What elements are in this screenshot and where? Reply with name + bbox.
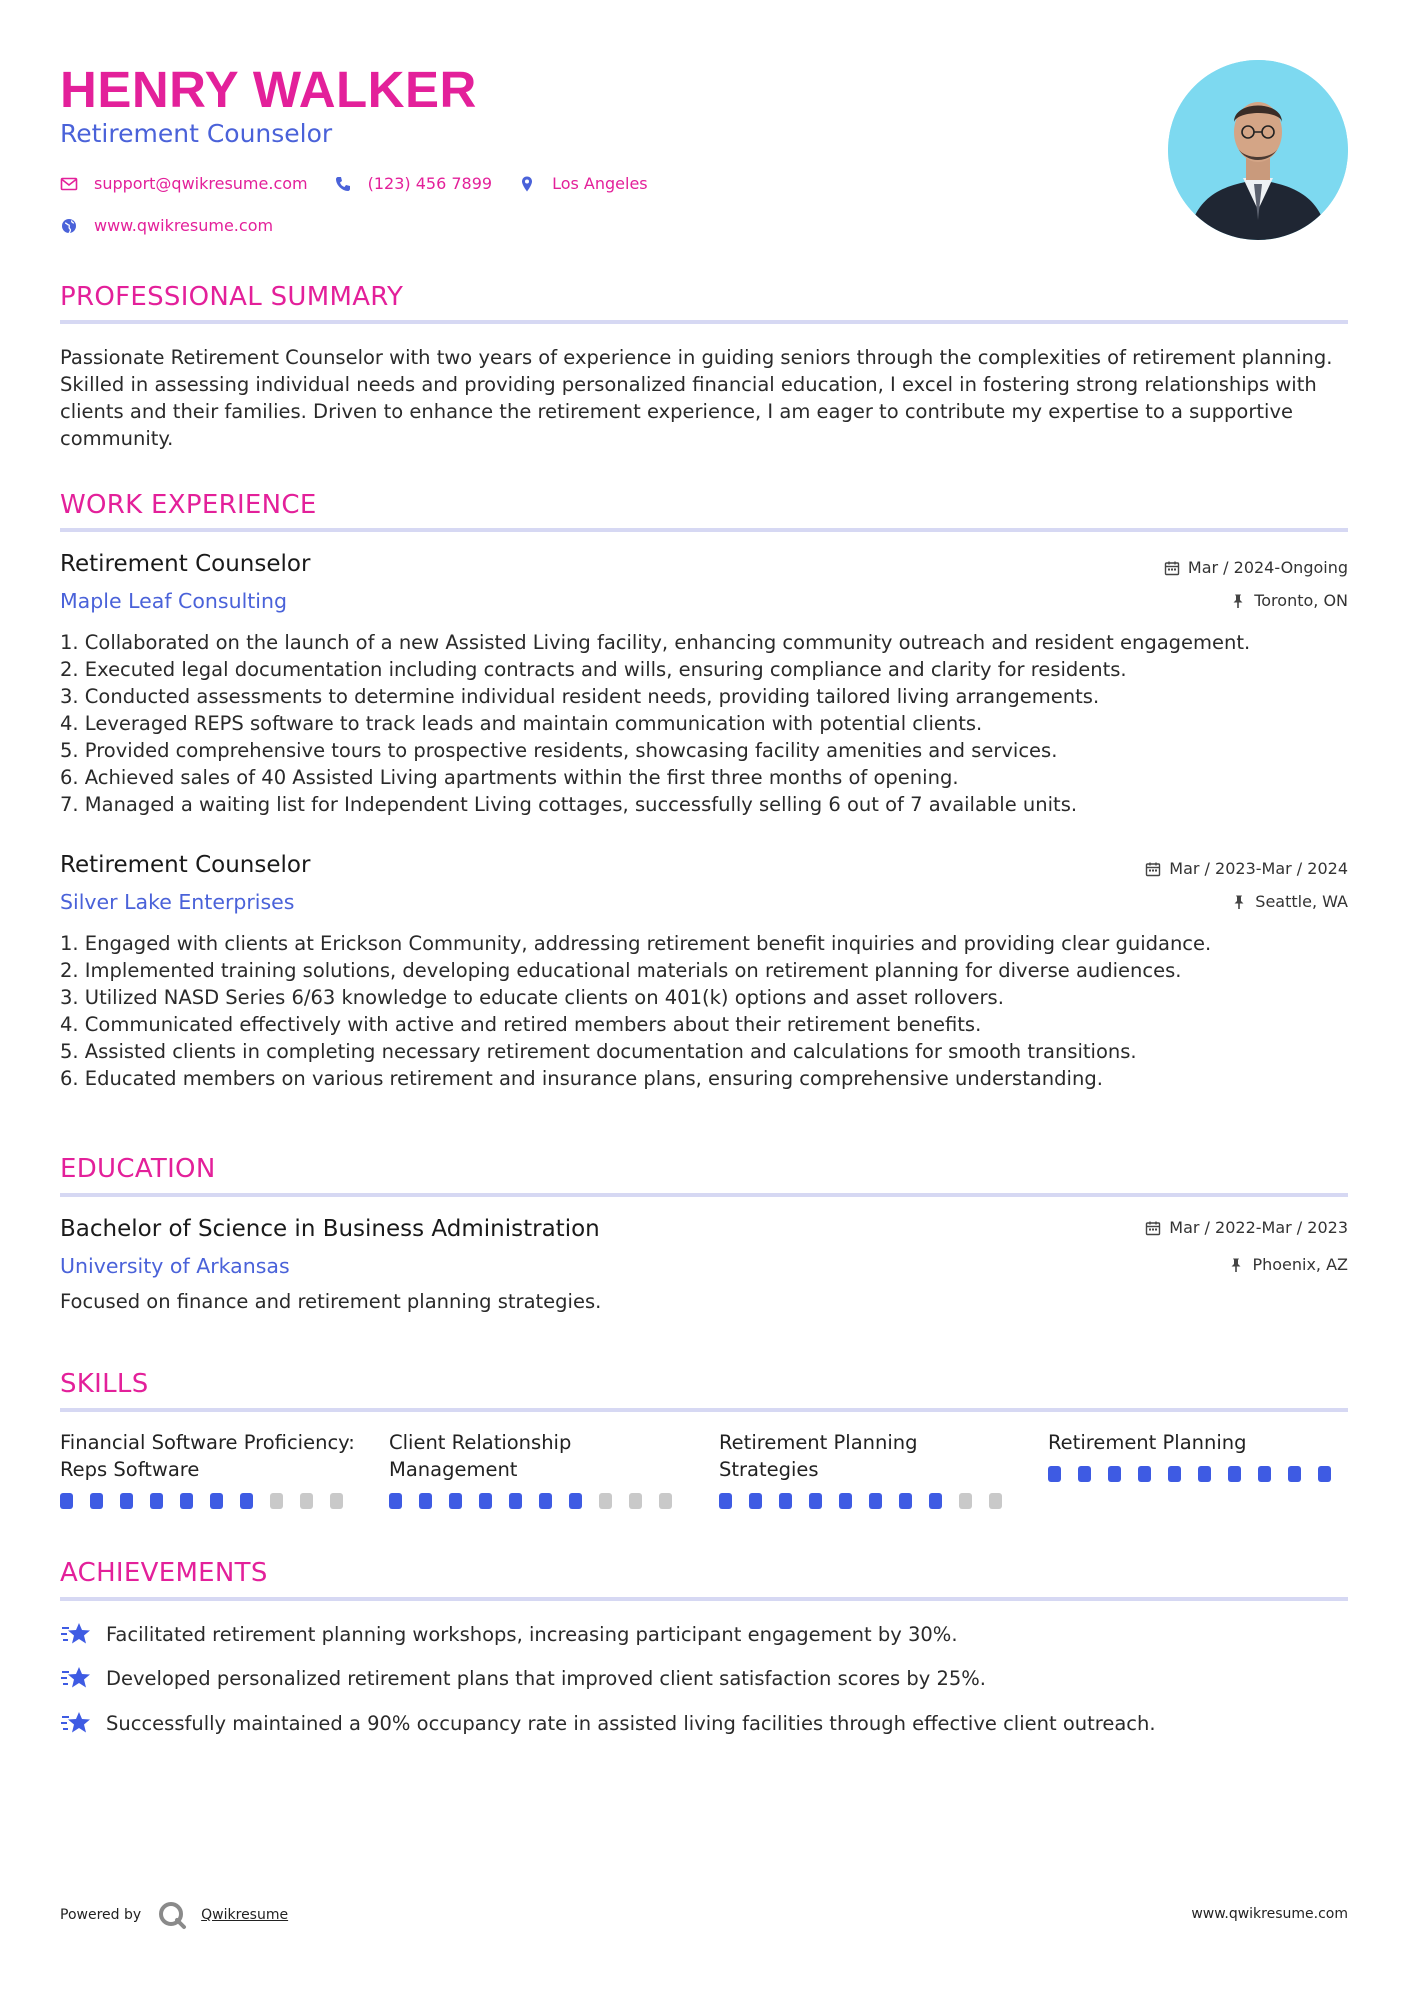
rating-dot-filled — [509, 1493, 522, 1509]
location-text: Los Angeles — [552, 174, 648, 193]
qwikresume-link[interactable]: Qwikresume — [201, 1907, 289, 1923]
rating-dot-filled — [90, 1493, 103, 1509]
skill-rating — [60, 1493, 360, 1509]
rating-dot-filled — [120, 1493, 133, 1509]
skill-name: Retirement Planning Strategies — [719, 1431, 918, 1481]
job-duties — [60, 629, 1360, 818]
qwikresume-logo-icon — [157, 1900, 187, 1930]
education-dates — [1145, 1218, 1348, 1238]
rating-dot-filled — [569, 1493, 582, 1509]
skill-rating — [1048, 1466, 1348, 1482]
achievement-text: Facilitated retirement planning workshops, increasing participant engagement by 30%. — [106, 1622, 958, 1646]
job-location — [1231, 892, 1348, 912]
job-location-text: Seattle, WA — [1255, 892, 1348, 911]
rating-dot-filled — [1048, 1466, 1061, 1482]
envelope-icon — [60, 175, 78, 193]
list-item: 5. Provided comprehensive tours to prospective residents, showcasing facility amenities and services. — [60, 739, 1058, 762]
education-heading: EDUCATION — [60, 1154, 216, 1184]
list-item: 7. Managed a waiting list for Independent Living cottages, successfully selling 6 out of 7 available units. — [60, 793, 1078, 816]
calendar-icon — [1164, 560, 1180, 576]
skill-item — [60, 1429, 360, 1509]
rating-dot-filled — [869, 1493, 882, 1509]
list-item: 2. Executed legal documentation including contracts and wills, ensuring compliance and clarity for residents. — [60, 658, 1127, 681]
achievement-item — [60, 1709, 1156, 1737]
rating-dot-empty — [629, 1493, 642, 1509]
list-item: 1. Engaged with clients at Erickson Community, addressing retirement benefit inquiries and providing clear guidance. — [60, 932, 1212, 955]
rating-dot-filled — [1108, 1466, 1121, 1482]
rating-dot-filled — [60, 1493, 73, 1509]
education-description: Focused on finance and retirement planning strategies. — [60, 1290, 602, 1313]
calendar-icon — [1145, 861, 1161, 877]
rating-dot-filled — [449, 1493, 462, 1509]
rating-dot-filled — [419, 1493, 432, 1509]
star-icon — [60, 1709, 92, 1737]
degree-title: Bachelor of Science in Business Administration — [60, 1216, 600, 1242]
rating-dot-empty — [989, 1493, 1002, 1509]
pushpin-icon — [1231, 894, 1247, 910]
skill-name: Client Relationship Management — [389, 1431, 572, 1481]
rating-dot-filled — [1318, 1466, 1331, 1482]
list-item: 6. Achieved sales of 40 Assisted Living apartments within the first three months of opening. — [60, 766, 959, 789]
contact-website[interactable] — [60, 216, 273, 235]
rating-dot-filled — [150, 1493, 163, 1509]
job-duties — [60, 930, 1360, 1092]
star-icon — [60, 1620, 92, 1648]
experience-heading: WORK EXPERIENCE — [60, 490, 317, 520]
experience-divider — [60, 528, 1348, 532]
rating-dot-filled — [1078, 1466, 1091, 1482]
rating-dot-filled — [1288, 1466, 1301, 1482]
footer-website[interactable]: www.qwikresume.com — [1191, 1906, 1348, 1922]
education-dates-text: Mar / 2022-Mar / 2023 — [1169, 1218, 1348, 1237]
summary-divider — [60, 320, 1348, 324]
map-pin-icon — [518, 175, 536, 193]
summary-text: Passionate Retirement Counselor with two years of experience in guiding seniors through the complexities of retirement planning. Skilled in assessing individual needs and providing personalized financial education, I excel in fostering strong relationships with clients and their families. Driven to enhance the retirement experience, I am eager to contribute my expertise to a supportive community. — [60, 346, 1333, 450]
contact-location — [518, 174, 648, 193]
skill-item — [719, 1429, 1019, 1509]
list-item: 6. Educated members on various retirement and insurance plans, ensuring comprehensive understanding. — [60, 1067, 1103, 1090]
rating-dot-filled — [1138, 1466, 1151, 1482]
job-company: Silver Lake Enterprises — [60, 890, 295, 914]
rating-dot-filled — [1168, 1466, 1181, 1482]
list-item: 4. Communicated effectively with active and retired members about their retirement benefits. — [60, 1013, 982, 1036]
rating-dot-filled — [1228, 1466, 1241, 1482]
footer-powered-by — [60, 1900, 288, 1930]
education-location — [1228, 1255, 1348, 1275]
job-title: Retirement Counselor — [60, 551, 311, 577]
rating-dot-filled — [479, 1493, 492, 1509]
rating-dot-empty — [270, 1493, 283, 1509]
rating-dot-filled — [749, 1493, 762, 1509]
globe-icon — [60, 217, 78, 235]
list-item: 3. Conducted assessments to determine individual resident needs, providing tailored living arrangements. — [60, 685, 1100, 708]
rating-dot-filled — [1198, 1466, 1211, 1482]
skill-name: Financial Software Proficiency: Reps Software — [60, 1431, 355, 1481]
job-location-text: Toronto, ON — [1254, 591, 1348, 610]
phone-icon — [334, 175, 352, 193]
education-location-text: Phoenix, AZ — [1252, 1255, 1348, 1274]
rating-dot-filled — [1258, 1466, 1271, 1482]
list-item: 5. Assisted clients in completing necessary retirement documentation and calculations for smooth transitions. — [60, 1040, 1137, 1063]
job-title: Retirement Counselor — [60, 852, 311, 878]
rating-dot-filled — [389, 1493, 402, 1509]
avatar-illustration — [1168, 60, 1348, 240]
pushpin-icon — [1228, 1257, 1244, 1273]
candidate-name: HENRY WALKER — [60, 61, 477, 118]
job-location — [1230, 591, 1348, 611]
contact-row — [60, 174, 674, 193]
job-dates — [1164, 558, 1348, 578]
rating-dot-filled — [779, 1493, 792, 1509]
job-dates — [1145, 859, 1348, 879]
rating-dot-filled — [839, 1493, 852, 1509]
rating-dot-filled — [240, 1493, 253, 1509]
job-company: Maple Leaf Consulting — [60, 589, 288, 613]
candidate-role: Retirement Counselor — [60, 119, 333, 148]
skill-item — [1048, 1429, 1348, 1482]
rating-dot-filled — [180, 1493, 193, 1509]
achievement-text: Developed personalized retirement plans that improved client satisfaction scores by 25%. — [106, 1666, 986, 1690]
rating-dot-filled — [929, 1493, 942, 1509]
rating-dot-empty — [300, 1493, 313, 1509]
list-item: 4. Leveraged REPS software to track leads and maintain communication with potential clients. — [60, 712, 983, 735]
achievement-item — [60, 1664, 986, 1692]
list-item: 2. Implemented training solutions, developing educational materials on retirement planning for diverse audiences. — [60, 959, 1182, 982]
achievements-divider — [60, 1597, 1348, 1601]
website-row — [60, 216, 299, 235]
powered-by-label: Powered by — [60, 1907, 142, 1923]
job-dates-text: Mar / 2023-Mar / 2024 — [1169, 859, 1348, 878]
rating-dot-empty — [959, 1493, 972, 1509]
rating-dot-empty — [330, 1493, 343, 1509]
rating-dot-filled — [809, 1493, 822, 1509]
skill-name: Retirement Planning — [1048, 1431, 1247, 1454]
star-icon — [60, 1664, 92, 1692]
list-item: 3. Utilized NASD Series 6/63 knowledge to educate clients on 401(k) options and asset rollovers. — [60, 986, 1004, 1009]
contact-email[interactable] — [60, 174, 308, 193]
skill-rating — [719, 1493, 1019, 1509]
rating-dot-filled — [210, 1493, 223, 1509]
list-item: 1. Collaborated on the launch of a new Assisted Living facility, enhancing community outreach and resident engagement. — [60, 631, 1251, 654]
summary-heading: PROFESSIONAL SUMMARY — [60, 282, 404, 312]
pushpin-icon — [1230, 593, 1246, 609]
phone-text: (123) 456 7899 — [367, 174, 493, 193]
skill-rating — [389, 1493, 689, 1509]
skills-heading: SKILLS — [60, 1369, 149, 1399]
achievements-heading: ACHIEVEMENTS — [60, 1558, 268, 1588]
skills-divider — [60, 1408, 1348, 1412]
skill-item — [389, 1429, 689, 1509]
contact-phone[interactable] — [334, 174, 492, 193]
rating-dot-filled — [719, 1493, 732, 1509]
website-text: www.qwikresume.com — [94, 216, 274, 235]
achievement-text: Successfully maintained a 90% occupancy rate in assisted living facilities through effective client outreach. — [106, 1711, 1156, 1735]
job-dates-text: Mar / 2024-Ongoing — [1187, 558, 1348, 577]
email-text: support@qwikresume.com — [94, 174, 308, 193]
education-divider — [60, 1193, 1348, 1197]
rating-dot-filled — [539, 1493, 552, 1509]
school-name: University of Arkansas — [60, 1254, 290, 1278]
rating-dot-empty — [659, 1493, 672, 1509]
rating-dot-filled — [899, 1493, 912, 1509]
achievement-item — [60, 1620, 958, 1648]
profile-photo — [1168, 60, 1348, 240]
calendar-icon — [1145, 1220, 1161, 1236]
rating-dot-empty — [599, 1493, 612, 1509]
